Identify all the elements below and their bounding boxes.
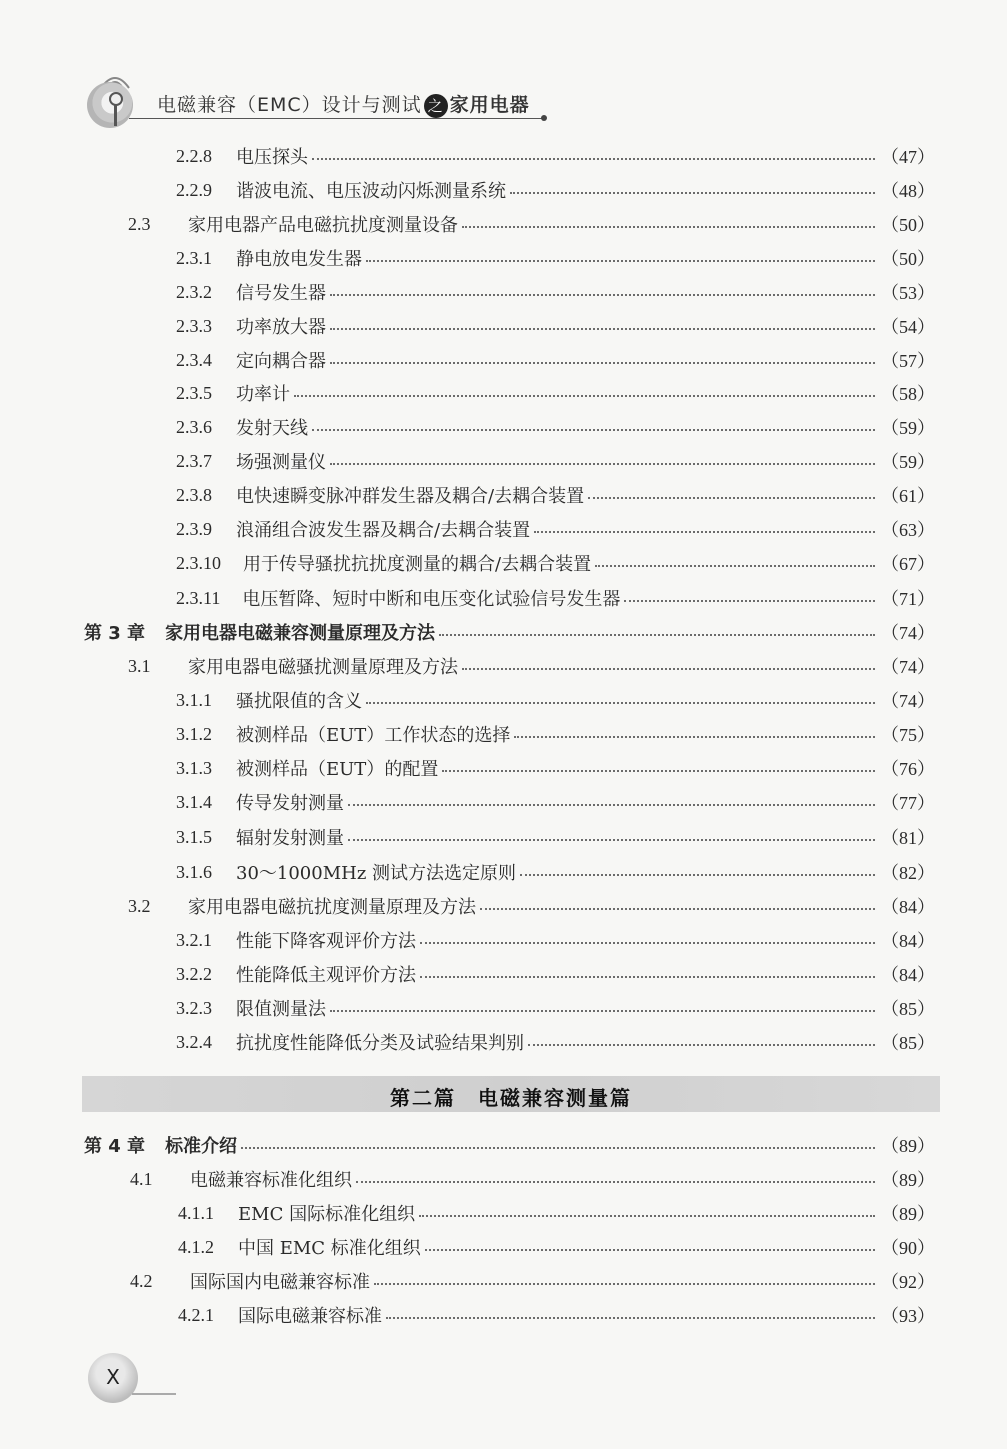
toc-title: 家用电器产品电磁抗扰度测量设备 [188,215,458,236]
toc-title: 被测样品（EUT）的配置 [236,759,439,780]
toc-entry-4-1-1[interactable] [178,1200,935,1226]
toc-page: （92） [881,1272,935,1292]
toc-number: 3.1.6 [176,861,212,882]
toc-number: 2.3 [128,213,151,234]
toc-number: 3.2.4 [176,1031,212,1052]
toc-title: 发射天线 [236,418,308,439]
page-number-badge [88,1353,138,1403]
leader-dots [374,1283,875,1285]
toc-page: （48） [881,181,935,201]
toc-page: （90） [881,1238,935,1258]
toc-entry-3-1-3[interactable] [176,755,935,781]
toc-number: 2.3.5 [176,382,212,403]
leader-dots [294,395,875,397]
leader-dots [330,463,875,465]
footer-rule [132,1393,176,1395]
leader-dots [480,908,875,910]
leader-dots [534,531,875,533]
header-rule-dot [541,115,547,121]
toc-chapter-number: 第 4 章 [84,1136,146,1157]
toc-page: （71） [881,589,935,609]
toc-page: （75） [881,725,935,745]
toc-number: 3.2.1 [176,929,212,950]
leader-dots [356,1181,875,1183]
toc-page: （89） [881,1136,935,1156]
toc-entry-4-1-2[interactable] [178,1234,935,1260]
toc-entry-2-3-7[interactable] [176,448,935,474]
toc-number: 4.1 [130,1168,153,1189]
leader-dots [330,362,875,364]
toc-title: 静电放电发生器 [236,249,362,270]
toc-entry-2-3-4[interactable] [176,347,935,373]
toc-number: 4.2.1 [178,1304,214,1325]
toc-number: 3.1.5 [176,826,212,847]
toc-number: 2.3.9 [176,518,212,539]
toc-page: （81） [881,828,935,848]
toc-page: （85） [881,1033,935,1053]
toc-number: 2.3.8 [176,484,212,505]
leader-dots [462,226,875,228]
toc-entry-2-3-10[interactable] [176,550,935,576]
leader-dots [241,1147,875,1149]
toc-page: （53） [881,283,935,303]
toc-page: （74） [881,691,935,711]
toc-number: 3.2.3 [176,997,212,1018]
toc-page: （84） [881,897,935,917]
leader-dots [330,1010,875,1012]
toc-entry-3-2-3[interactable] [176,995,935,1021]
toc-title: 电压探头 [236,147,308,168]
toc-number: 2.2.8 [176,145,212,166]
toc-chapter-4[interactable] [84,1132,935,1158]
toc-title: 家用电器电磁骚扰测量原理及方法 [188,657,458,678]
toc-entry-4-1[interactable] [130,1166,935,1192]
toc-entry-2-3-5[interactable] [176,380,935,406]
toc-page: （59） [881,452,935,472]
toc-number: 2.3.3 [176,315,212,336]
toc-number: 2.3.4 [176,349,212,370]
toc-title: 性能下降客观评价方法 [236,931,416,952]
toc-entry-2-2-8[interactable] [176,143,935,169]
toc-page: （89） [881,1204,935,1224]
toc-number: 4.1.2 [178,1236,214,1257]
toc-title: 被测样品（EUT）工作状态的选择 [236,725,511,746]
leader-dots [312,158,875,160]
toc-number: 3.1.4 [176,791,212,812]
toc-page: （47） [881,147,935,167]
leader-dots [425,1249,875,1251]
toc-number: 2.3.1 [176,247,212,268]
leader-dots [366,702,875,704]
toc-entry-2-3-3[interactable] [176,313,935,339]
toc-entry-3-1-2[interactable] [176,721,935,747]
toc-page: （67） [881,554,935,574]
toc-page: （85） [881,999,935,1019]
toc-title: 抗扰度性能降低分类及试验结果判别 [236,1033,524,1054]
toc-title: 功率计 [236,384,290,405]
toc-number: 3.2 [128,895,151,916]
toc-page: （82） [881,863,935,883]
leader-dots [510,192,875,194]
toc-entry-3-2[interactable] [128,893,935,919]
toc-title: 中国 EMC 标准化组织 [238,1238,421,1259]
toc-title: 功率放大器 [236,317,326,338]
leader-dots [528,1044,875,1046]
toc-entry-3-1-4[interactable] [176,789,935,815]
toc-entry-3-2-1[interactable] [176,927,935,953]
leader-dots [420,942,875,944]
toc-title: 辐射发射测量 [236,828,344,849]
toc-entry-3-1-6[interactable] [176,859,935,885]
toc-page: （63） [881,520,935,540]
toc-page: （84） [881,931,935,951]
toc-title: EMC 国际标准化组织 [238,1204,416,1225]
toc-entry-3-2-2[interactable] [176,961,935,987]
toc-title: 场强测量仪 [236,452,326,473]
toc-title: 家用电器电磁抗扰度测量原理及方法 [188,897,476,918]
toc-number: 4.1.1 [178,1202,214,1223]
toc-number: 3.1.3 [176,757,212,778]
toc-entry-2-3-6[interactable] [176,414,935,440]
toc-title: 传导发射测量 [236,793,344,814]
leader-dots [312,429,875,431]
toc-title: 定向耦合器 [236,351,326,372]
toc-chapter-title: 家用电器电磁兼容测量原理及方法 [165,623,436,644]
toc-entry-3-2-4[interactable] [176,1029,935,1055]
toc-entry-2-3-9[interactable] [176,516,935,542]
book-title [157,90,530,118]
toc-title: 限值测量法 [236,999,326,1020]
toc-entry-2-3-8[interactable] [176,482,935,508]
toc-number: 3.1.2 [176,723,212,744]
toc-number: 3.1.1 [176,689,212,710]
running-header [85,70,555,130]
part-title: 第二篇 电磁兼容测量篇 [390,1086,632,1110]
toc-page: （59） [881,418,935,438]
page-number: X [106,1365,120,1389]
toc-title: 电压暂降、短时中断和电压变化试验信号发生器 [242,589,621,610]
leader-dots [330,294,875,296]
toc-title: 谐波电流、电压波动闪烁测量系统 [236,181,506,202]
toc-entry-3-1-1[interactable] [176,687,935,713]
leader-dots [366,260,875,262]
toc-number: 4.2 [130,1270,153,1291]
toc-page: （93） [881,1306,935,1326]
antenna-wave-icon [87,82,133,128]
leader-dots [348,839,875,841]
toc-page: （57） [881,351,935,371]
leader-dots [442,770,875,772]
leader-dots [514,736,875,738]
toc-entry-3-1[interactable] [128,653,935,679]
toc-number: 3.2.2 [176,963,212,984]
toc-page: （54） [881,317,935,337]
toc-title: 骚扰限值的含义 [236,691,362,712]
toc-page: （74） [881,623,935,643]
toc-page: （76） [881,759,935,779]
toc-entry-2-3-2[interactable] [176,279,935,305]
toc-title: 性能降低主观评价方法 [236,965,416,986]
toc-title: 国际国内电磁兼容标准 [190,1272,370,1293]
toc-chapter-title: 标准介绍 [165,1136,238,1157]
toc-page: （84） [881,965,935,985]
toc-entry-2-2-9[interactable] [176,177,935,203]
book-title-text: 电磁兼容（EMC）设计与测试 [157,94,422,116]
leader-dots [595,565,875,567]
toc-page: （77） [881,793,935,813]
toc-number: 2.3.10 [176,552,221,573]
part-heading-band [82,1076,940,1112]
toc-page: （50） [881,215,935,235]
toc-entry-4-2-1[interactable] [178,1302,935,1328]
toc-number: 2.3.11 [176,587,221,608]
leader-dots [420,976,875,978]
toc-title: 信号发生器 [236,283,326,304]
toc-number: 2.3.6 [176,416,212,437]
toc-page: （74） [881,657,935,677]
toc-title: 电快速瞬变脉冲群发生器及耦合/去耦合装置 [236,486,585,507]
toc-entry-4-2[interactable] [130,1268,935,1294]
toc-page: （58） [881,384,935,404]
toc-number: 2.3.2 [176,281,212,302]
toc-title: 浪涌组合波发生器及耦合/去耦合装置 [236,520,531,541]
leader-dots [348,804,875,806]
toc-number: 3.1 [128,655,151,676]
leader-dots [520,874,875,876]
toc-entry-2-3-11[interactable] [176,585,935,611]
toc-page: （50） [881,249,935,269]
toc-title: 国际电磁兼容标准 [238,1306,382,1327]
leader-dots [588,497,875,499]
toc-page: （61） [881,486,935,506]
leader-dots [330,328,875,330]
toc-entry-2-3[interactable] [128,211,935,237]
toc-page: （89） [881,1170,935,1190]
toc-chapter-3[interactable] [84,619,935,645]
toc-number: 2.2.9 [176,179,212,200]
antenna-stem [114,104,117,126]
toc-title: 用于传导骚扰抗扰度测量的耦合/去耦合装置 [243,554,592,575]
book-subtitle: 家用电器 [449,94,530,116]
toc-title: 30～1000MHz 测试方法选定原则 [236,863,517,884]
leader-dots [462,668,875,670]
toc-entry-3-1-5[interactable] [176,824,935,850]
leader-dots [386,1317,875,1319]
toc-title: 电磁兼容标准化组织 [190,1170,352,1191]
toc-number: 2.3.7 [176,450,212,471]
leader-dots [439,634,875,636]
connector-badge: 之 [424,94,448,118]
toc-entry-2-3-1[interactable] [176,245,935,271]
toc-chapter-number: 第 3 章 [84,623,146,644]
leader-dots [419,1215,875,1217]
header-rule [129,118,543,119]
leader-dots [624,600,875,602]
